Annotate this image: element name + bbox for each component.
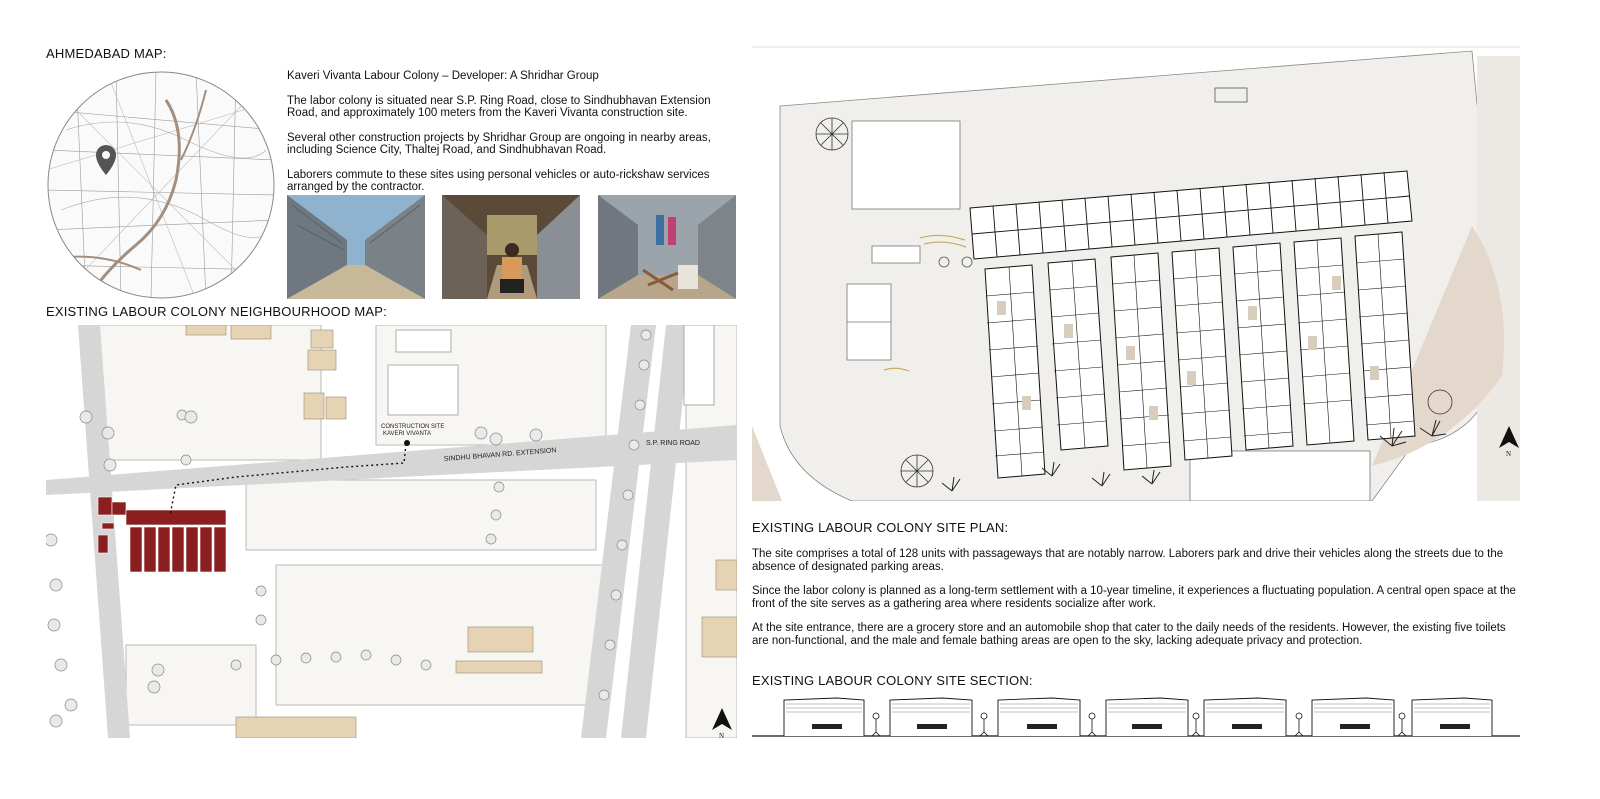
site-plan-paragraph-2: Since the labor colony is planned as a long-term settlement with a 10-year timeline, it experiences a fluctuating population. A central open space at the front of the site serves as a gathering area where residents socialize after work. (752, 585, 1516, 610)
colony-photo-lane (287, 195, 425, 299)
ahmedabad-city-map (46, 70, 276, 300)
site-plan-paragraph-1: The site comprises a total of 128 units with passageways that are notably narrow. Laborers park and drive their vehicles along the streets due to the absence of designated parking areas. (752, 548, 1504, 573)
intro-title: Kaveri Vivanta Labour Colony – Developer: A Shridhar Group (287, 70, 599, 82)
construction-site-label: CONSTRUCTION SITE (381, 424, 445, 430)
site-section-drawing (752, 694, 1520, 738)
north-label: N (719, 732, 725, 738)
site-section-heading: EXISTING LABOUR COLONY SITE SECTION: (752, 673, 1033, 688)
colony-photo-motorbike (442, 195, 580, 299)
neighbourhood-map (46, 325, 737, 738)
kaveri-vivanta-label: KAVERI VIVANTA (383, 431, 432, 437)
intro-paragraph-1: The labor colony is situated near S.P. Ring Road, close to Sindhubhavan Extension Road, and approximately 100 meters from the Kaveri Vivanta construction site. (287, 94, 711, 119)
ahmedabad-map-heading: AHMEDABAD MAP: (46, 46, 167, 61)
colony-photo-courtyard (598, 195, 736, 299)
site-plan-north-label: N (1506, 450, 1512, 458)
site-plan-heading: EXISTING LABOUR COLONY SITE PLAN: (752, 520, 1009, 535)
neighbourhood-map-heading: EXISTING LABOUR COLONY NEIGHBOURHOOD MAP: (46, 304, 387, 319)
sp-ring-road-label: S.P. RING ROAD (646, 440, 700, 447)
sindhu-bhavan-road-label: SINDHU BHAVAN RD. EXTENSION (443, 447, 557, 463)
intro-paragraph-2: Several other construction projects by Shridhar Group are ongoing in nearby areas, including Science City, Thaltej Road, and Sindhubhavan Road. (287, 131, 711, 156)
intro-paragraph-3: Laborers commute to these sites using personal vehicles or auto-rickshaw services arranged by the contractor. (287, 168, 710, 193)
site-plan-drawing (752, 46, 1520, 501)
site-plan-paragraph-3: At the site entrance, there are a grocery store and an automobile shop that cater to the daily needs of the residents. However, the existing five toilets are non-functional, and the male and female bathing areas are open to the sky, lacking adequate privacy and protection. (752, 622, 1506, 647)
